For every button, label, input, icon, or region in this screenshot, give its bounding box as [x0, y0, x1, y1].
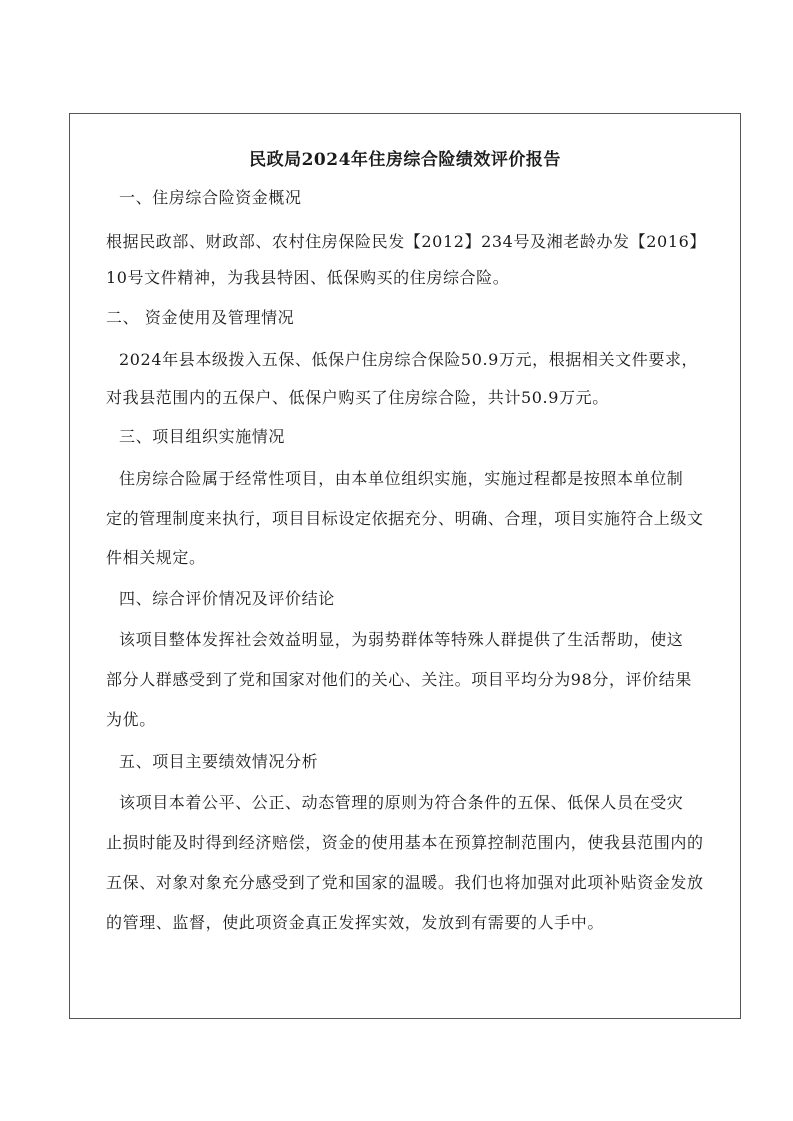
paragraph-line: 件相关规定。	[106, 548, 206, 567]
paragraph-line: 定的管理制度来执行，项目目标设定依据充分、明确、合理，项目实施符合上级文	[106, 509, 704, 528]
paragraph-line: 住房综合险属于经常性项目，由本单位组织实施，实施过程都是按照本单位制	[119, 469, 684, 488]
paragraph-line: 该项目整体发挥社会效益明显，为弱势群体等特殊人群提供了生活帮助，使这	[119, 630, 684, 649]
document-title: 民政局2024年住房综合险绩效评价报告	[249, 150, 561, 170]
section-heading-2: 二、 资金使用及管理情况	[106, 308, 295, 327]
paragraph-line: 10号文件精神，为我县特困、低保购买的住房综合险。	[106, 268, 510, 287]
section-heading-4: 四、综合评价情况及评价结论	[119, 589, 335, 608]
paragraph-line: 对我县范围内的五保户、低保户购买了住房综合险，共计50.9万元。	[106, 388, 609, 407]
paragraph-line: 该项目本着公平、公正、动态管理的原则为符合条件的五保、低保人员在受灾	[119, 793, 684, 812]
paragraph-line: 为优。	[106, 710, 156, 729]
paragraph-line: 2024年县本级拨入五保、低保户住房综合保险50.9万元，根据相关文件要求，	[119, 350, 699, 369]
paragraph-line: 根据民政部、财政部、农村住房保险民发【2012】234号及湘老龄办发【2016】	[106, 232, 706, 251]
paragraph-line: 的管理、监督，使此项资金真正发挥实效，发放到有需要的人手中。	[106, 913, 605, 932]
paragraph-line: 止损时能及时得到经济赔偿，资金的使用基本在预算控制范围内，使我县范围内的	[106, 833, 704, 852]
section-heading-5: 五、项目主要绩效情况分析	[119, 752, 319, 771]
paragraph-line: 五保、对象对象充分感受到了党和国家的温暖。我们也将加强对此项补贴资金发放	[106, 873, 704, 892]
section-heading-3: 三、项目组织实施情况	[119, 427, 286, 446]
section-heading-1: 一、住房综合险资金概况	[119, 188, 302, 207]
paragraph-line: 部分人群感受到了党和国家对他们的关心、关注。项目平均分为98分，评价结果	[106, 670, 692, 689]
